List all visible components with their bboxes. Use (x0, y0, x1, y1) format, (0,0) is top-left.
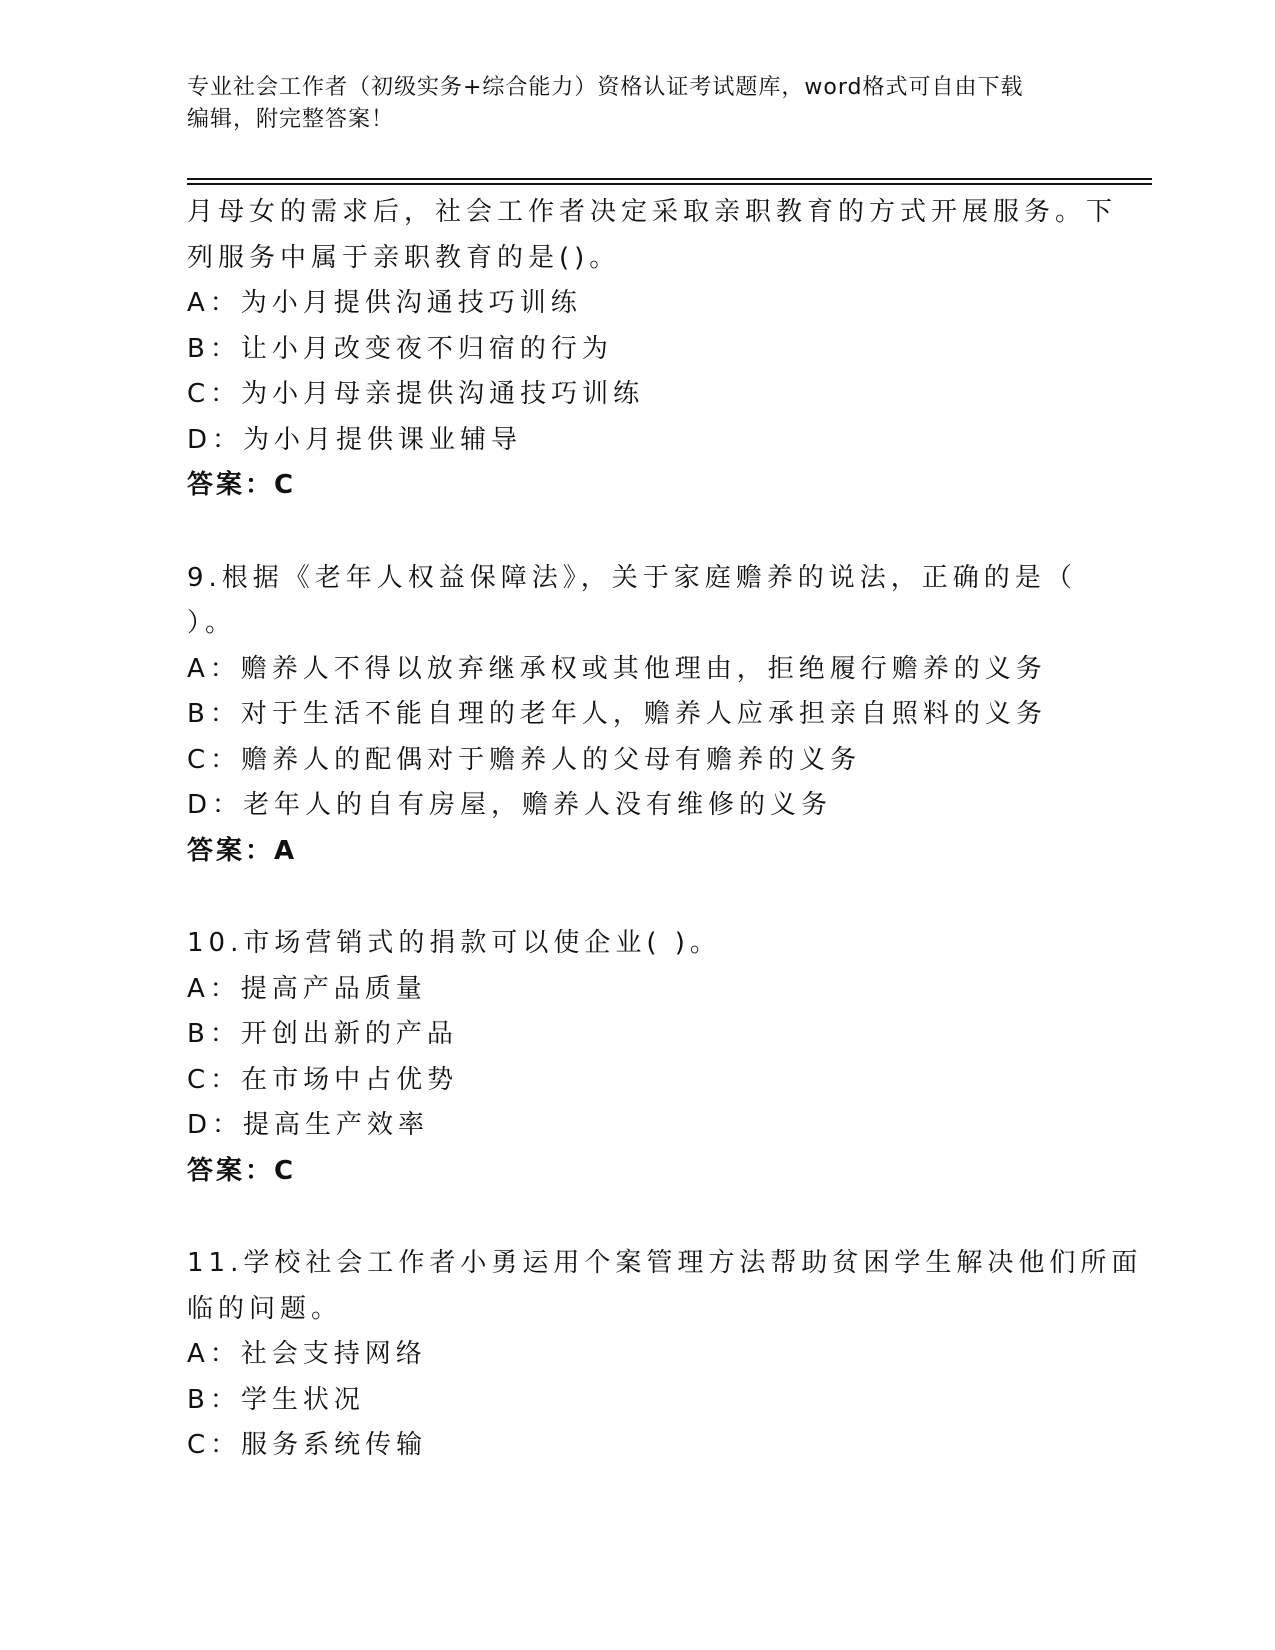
option-a: A：提高产品质量 (187, 973, 427, 1004)
question-stem: 11.学校社会工作者小勇运用个案管理方法帮助贫困学生解决他们所面 (187, 1248, 1143, 1278)
option-b: B：让小月改变夜不归宿的行为 (187, 333, 613, 364)
question-stem: 10.市场营销式的捐款可以使企业( )。 (187, 928, 721, 958)
option-b: B：对于生活不能自理的老年人，赡养人应承担亲自照料的义务 (187, 699, 1047, 729)
option-a: A：为小月提供沟通技巧训练 (187, 288, 582, 318)
option-c: C：赡养人的配偶对于赡养人的父母有赡养的义务 (187, 744, 862, 775)
question-stem: 临的问题。 (187, 1293, 343, 1324)
option-c: C：在市场中占优势 (187, 1064, 459, 1095)
header-line-1: 专业社会工作者（初级实务+综合能力）资格认证考试题库，word格式可自由下载 (187, 75, 1024, 100)
option-a: A：赡养人不得以放弃继承权或其他理由，拒绝履行赡养的义务 (187, 653, 1047, 684)
option-b: B：学生状况 (187, 1384, 365, 1415)
question-list (187, 190, 1143, 1469)
question-stem: ）。 (187, 608, 237, 638)
question-9 (187, 556, 1087, 875)
option-d: D：老年人的自有房屋，赡养人没有维修的义务 (187, 790, 833, 820)
answer: 答案：C (187, 470, 297, 500)
option-d: D：为小月提供课业辅导 (187, 424, 523, 455)
question-stem: 月母女的需求后，社会工作者决定采取亲职教育的方式开展服务。下 (187, 197, 1118, 227)
option-c: C：为小月母亲提供沟通技巧训练 (187, 379, 645, 409)
header-divider-bottom (187, 183, 1152, 185)
option-c: C：服务系统传输 (187, 1430, 428, 1460)
document-header (187, 72, 1087, 136)
answer: 答案：C (187, 1155, 297, 1186)
header-divider-top (187, 178, 1152, 180)
question-stem: 列服务中属于亲职教育的是()。 (187, 242, 621, 273)
option-b: B：开创出新的产品 (187, 1019, 458, 1049)
question-10 (187, 921, 1087, 1194)
spacer (187, 509, 1087, 556)
answer: 答案：A (187, 835, 298, 866)
header-line-2: 编辑，附完整答案！ (187, 107, 395, 132)
question-8 (187, 190, 1118, 509)
spacer (187, 874, 1087, 921)
spacer (187, 1194, 1087, 1241)
question-stem: 9.根据《老年人权益保障法》，关于家庭赡养的说法，正确的是（ (187, 562, 1077, 593)
option-d: D：提高生产效率 (187, 1110, 430, 1140)
option-a: A：社会支持网络 (187, 1339, 427, 1369)
question-11 (187, 1241, 1143, 1469)
